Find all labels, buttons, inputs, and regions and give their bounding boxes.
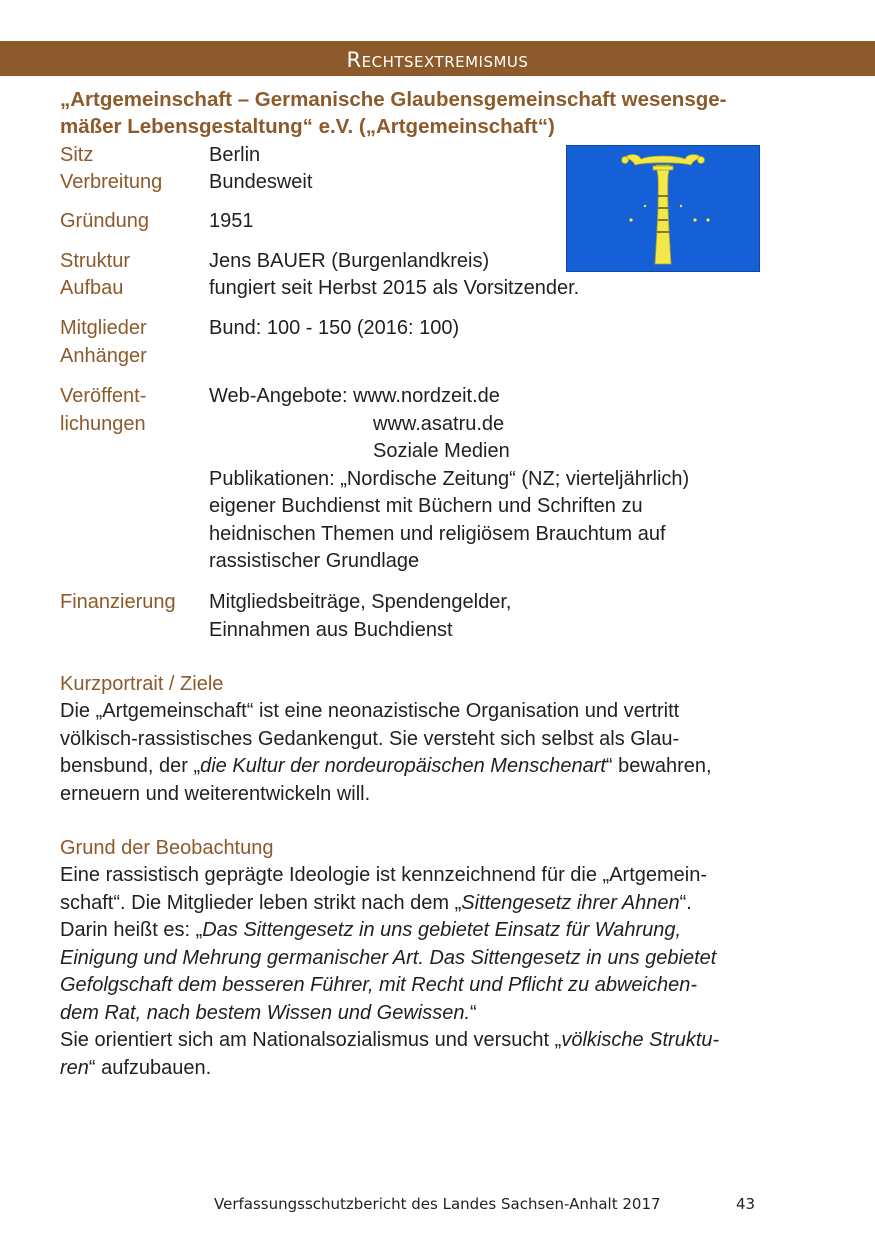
- grund-quote-sittengesetz: Sittengesetz ihrer Ahnen: [461, 891, 680, 914]
- grund-quote-close: “: [470, 1001, 477, 1024]
- fact-value-finanzierung: [209, 589, 819, 644]
- fact-label-mitglieder: Mitglieder: [60, 317, 147, 339]
- kurzportrait-paragraph: [60, 698, 820, 808]
- kurzportrait-line3-start: bensbund, der „: [60, 755, 201, 777]
- publication-line: heidnischen Themen und religiösem Brauchtum auf: [209, 522, 666, 545]
- grund-line2-end: “.: [679, 891, 692, 914]
- kurzportrait-quote: die Kultur der nordeuropäischen Menschenart: [200, 755, 606, 777]
- fact-value-sitz: Berlin: [209, 144, 261, 166]
- grund-line: [60, 890, 820, 918]
- kurzportrait-line: Die „Artgemeinschaft“ ist eine neonazistische Organisation und vertritt: [60, 700, 680, 722]
- organization-title-line-1: „Artgemeinschaft – Germanische Glaubensgemeinschaft wesensge-: [60, 88, 727, 111]
- publication-line: Web-Angebote: www.nordzeit.de: [209, 385, 500, 407]
- grund-quote-line: Das Sittengesetz in uns gebietet Einsatz für Wahrung,: [202, 919, 682, 941]
- section-header-band: [0, 41, 875, 76]
- kurzportrait-line: völkisch-rassistisches Gedankengut. Sie versteht sich selbst als Glau-: [60, 727, 680, 750]
- grund-line: [60, 917, 820, 945]
- fact-label-veroeffentlichungen-line-1: Veröffent-: [60, 385, 147, 407]
- financing-line: Einnahmen aus Buchdienst: [209, 618, 453, 641]
- grund-line: [60, 945, 820, 973]
- fact-label-veroeffentlichungen: [60, 383, 205, 438]
- fact-value-gruendung: 1951: [209, 210, 254, 232]
- fact-label-gruendung: Gründung: [60, 210, 149, 232]
- fact-label-sitz: Sitz: [60, 144, 94, 166]
- grund-heading: Grund der Beobachtung: [60, 837, 274, 859]
- fact-value-aufbau: fungiert seit Herbst 2015 als Vorsitzender.: [209, 277, 580, 299]
- grund-line: [60, 1055, 820, 1083]
- grund-quote-strukturen-end: ren: [60, 1056, 89, 1079]
- grund-line: [60, 972, 820, 1000]
- grund-quote-line: dem Rat, nach bestem Wissen und Gewissen.: [60, 1001, 471, 1024]
- grund-line7-start: Sie orientiert sich am Nationalsozialismus und versucht „: [60, 1029, 562, 1051]
- page-number: 43: [736, 1195, 756, 1213]
- grund-line2-start: schaft“. Die Mitglieder leben strikt nach dem „: [60, 891, 462, 914]
- irminsul-icon: [567, 146, 759, 271]
- grund-line3-start: Darin heißt es: „: [60, 919, 203, 941]
- fact-label-verbreitung: Verbreitung: [60, 171, 163, 193]
- grund-quote-line: Einigung und Mehrung germanischer Art. Das Sittengesetz in uns gebietet: [60, 946, 717, 969]
- fact-label-finanzierung: Finanzierung: [60, 591, 176, 613]
- footer-publication-title: Verfassungsschutzbericht des Landes Sachsen-Anhalt 2017: [214, 1195, 661, 1213]
- kurzportrait-line3-end: “ bewahren,: [605, 755, 712, 777]
- financing-line: Mitgliedsbeiträge, Spendengelder,: [209, 591, 512, 613]
- grund-line: Eine rassistisch geprägte Ideologie ist kennzeichnend für die „Artgemein-: [60, 864, 708, 886]
- kurzportrait-heading: Kurzportrait / Ziele: [60, 673, 224, 695]
- fact-label-aufbau: Aufbau: [60, 277, 124, 299]
- publication-line: rassistischer Grundlage: [209, 550, 420, 572]
- grund-quote-line: Gefolgschaft dem besseren Führer, mit Recht und Pflicht zu abweichen-: [60, 974, 697, 996]
- kurzportrait-line: [60, 753, 820, 781]
- publication-line: Soziale Medien: [373, 440, 510, 462]
- fact-label-veroeffentlichungen-line-2: lichungen: [60, 412, 146, 435]
- grund-line: [60, 1000, 820, 1028]
- organization-title-line-2: mäßer Lebensgestaltung“ e.V. („Artgemeinschaft“): [60, 115, 555, 138]
- grund-line8-end: “ aufzubauen.: [88, 1056, 212, 1079]
- grund-paragraph: [60, 862, 820, 1082]
- irminsul-emblem-image: [566, 145, 760, 272]
- kurzportrait-line: erneuern und weiterentwickeln will.: [60, 782, 371, 805]
- fact-value-struktur: Jens BAUER (Burgenlandkreis): [209, 250, 490, 272]
- fact-value-veroeffentlichungen: [209, 383, 819, 576]
- fact-value-verbreitung: Bundesweit: [209, 171, 313, 193]
- grund-quote-strukturen: völkische Struktu-: [561, 1029, 720, 1051]
- fact-value-mitglieder: Bund: 100 - 150 (2016: 100): [209, 317, 460, 339]
- section-header-title: Rechtsextremismus: [346, 48, 529, 72]
- fact-label-struktur: Struktur: [60, 250, 131, 272]
- grund-line: [60, 1027, 820, 1055]
- organization-title: [60, 86, 820, 140]
- publication-line: www.asatru.de: [373, 412, 505, 435]
- publication-line: eigener Buchdienst mit Büchern und Schriften zu: [209, 495, 643, 517]
- publication-line: Publikationen: „Nordische Zeitung“ (NZ; vierteljährlich): [209, 467, 690, 490]
- fact-label-anhaenger: Anhänger: [60, 345, 147, 367]
